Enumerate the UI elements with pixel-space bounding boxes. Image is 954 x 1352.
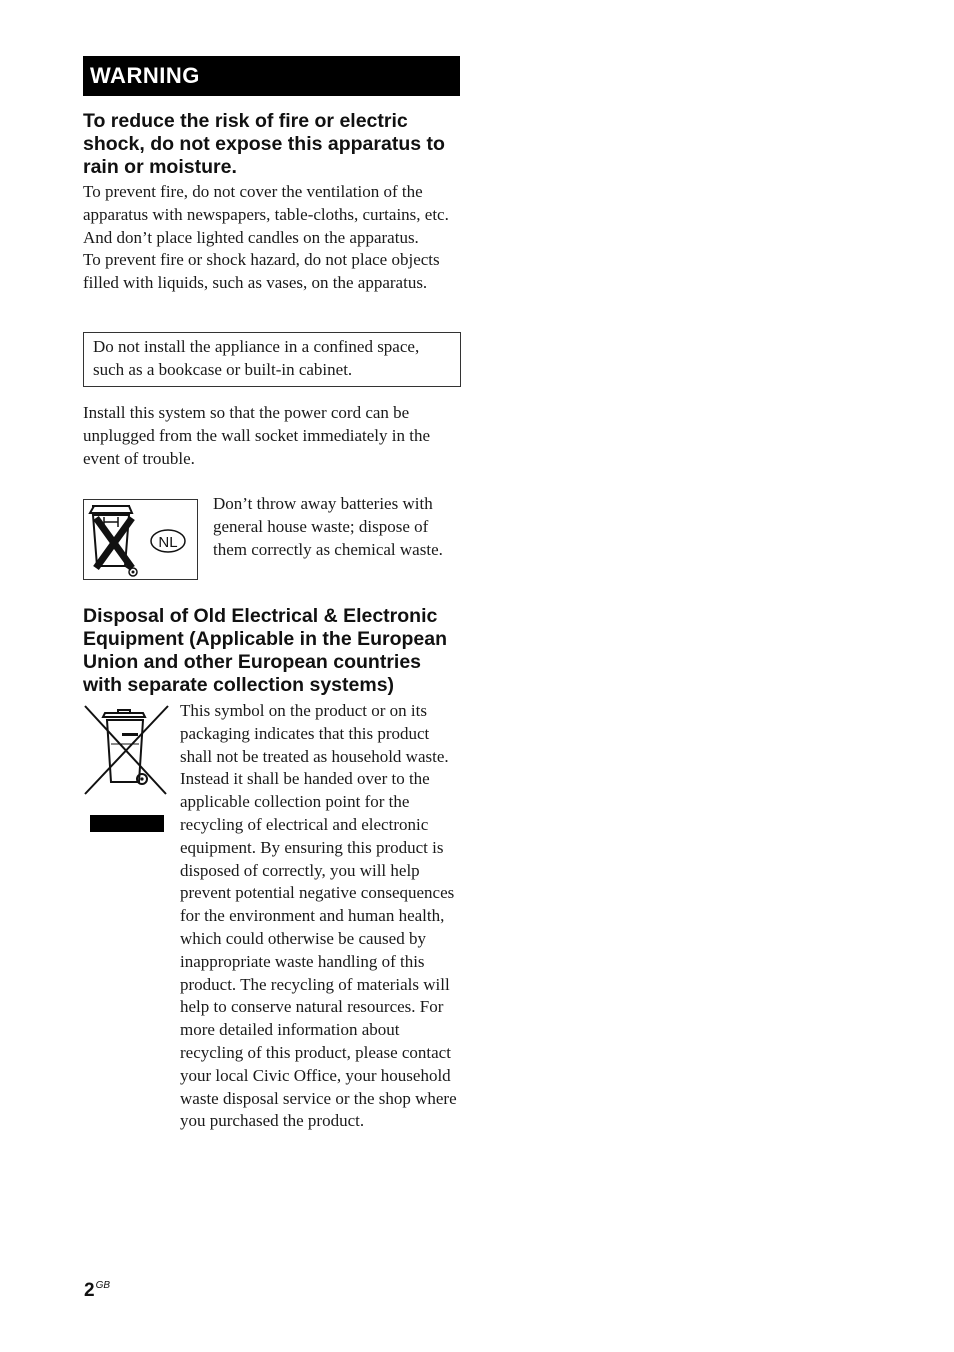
page-number-value: 2 bbox=[84, 1280, 95, 1301]
liquids-paragraph: To prevent fire or shock hazard, do not place objects filled with liquids, such as vases, on the apparatus. bbox=[83, 250, 440, 293]
disposal-heading: Disposal of Old Electrical & Electronic Equipment (Applicable in the European Union and other European countries with separate collection systems) bbox=[83, 605, 448, 696]
disposal-heading-block bbox=[83, 605, 461, 697]
nl-label: NL bbox=[158, 534, 178, 551]
ventilation-paragraph: To prevent fire, do not cover the ventilation of the apparatus with newspapers, table-cloths, curtains, etc. And don’t place lighted candles on the apparatus. bbox=[83, 182, 449, 247]
installation-notice-text: Do not install the appliance in a confined space, such as a bookcase or built-in cabinet. bbox=[93, 337, 420, 379]
weee-underline-bar bbox=[90, 815, 164, 832]
installation-notice-box bbox=[83, 332, 461, 387]
disposal-paragraph: This symbol on the product or on its packaging indicates that this product shall not be treated as household waste. Instead it shall be handed over to the applicable collection point for the recycling of electrical and electronic equipment. By ensuring this product is disposed of correctly, you will help prevent potential negative consequences for the environment and human health, which could otherwise be caused by inappropriate waste handling of this product. The recycling of materials will help to conserve natural resources. For more detailed information about recycling of this product, please contact your local Civic Office, your household waste disposal service or the shop where you purchased the product. bbox=[180, 701, 457, 1131]
warning-banner bbox=[83, 56, 460, 96]
warning-title: WARNING bbox=[90, 63, 200, 88]
page-number-suffix: GB bbox=[95, 1280, 111, 1291]
fire-safety-heading: To reduce the risk of fire or electric shock, do not expose this apparatus to rain or moisture. bbox=[83, 110, 445, 178]
battery-disposal-icon bbox=[83, 499, 198, 580]
page-number bbox=[84, 1280, 110, 1302]
crossed-bin-icon bbox=[84, 500, 197, 579]
disposal-text-block bbox=[180, 700, 461, 1133]
weee-bin-icon bbox=[83, 704, 169, 796]
power-cord-section bbox=[83, 402, 461, 470]
fire-safety-section bbox=[83, 110, 461, 295]
power-cord-paragraph: Install this system so that the power cord can be unplugged from the wall socket immediately in the event of trouble. bbox=[83, 403, 430, 468]
battery-text-block bbox=[213, 493, 463, 561]
battery-paragraph: Don’t throw away batteries with general house waste; dispose of them correctly as chemical waste. bbox=[213, 494, 443, 559]
